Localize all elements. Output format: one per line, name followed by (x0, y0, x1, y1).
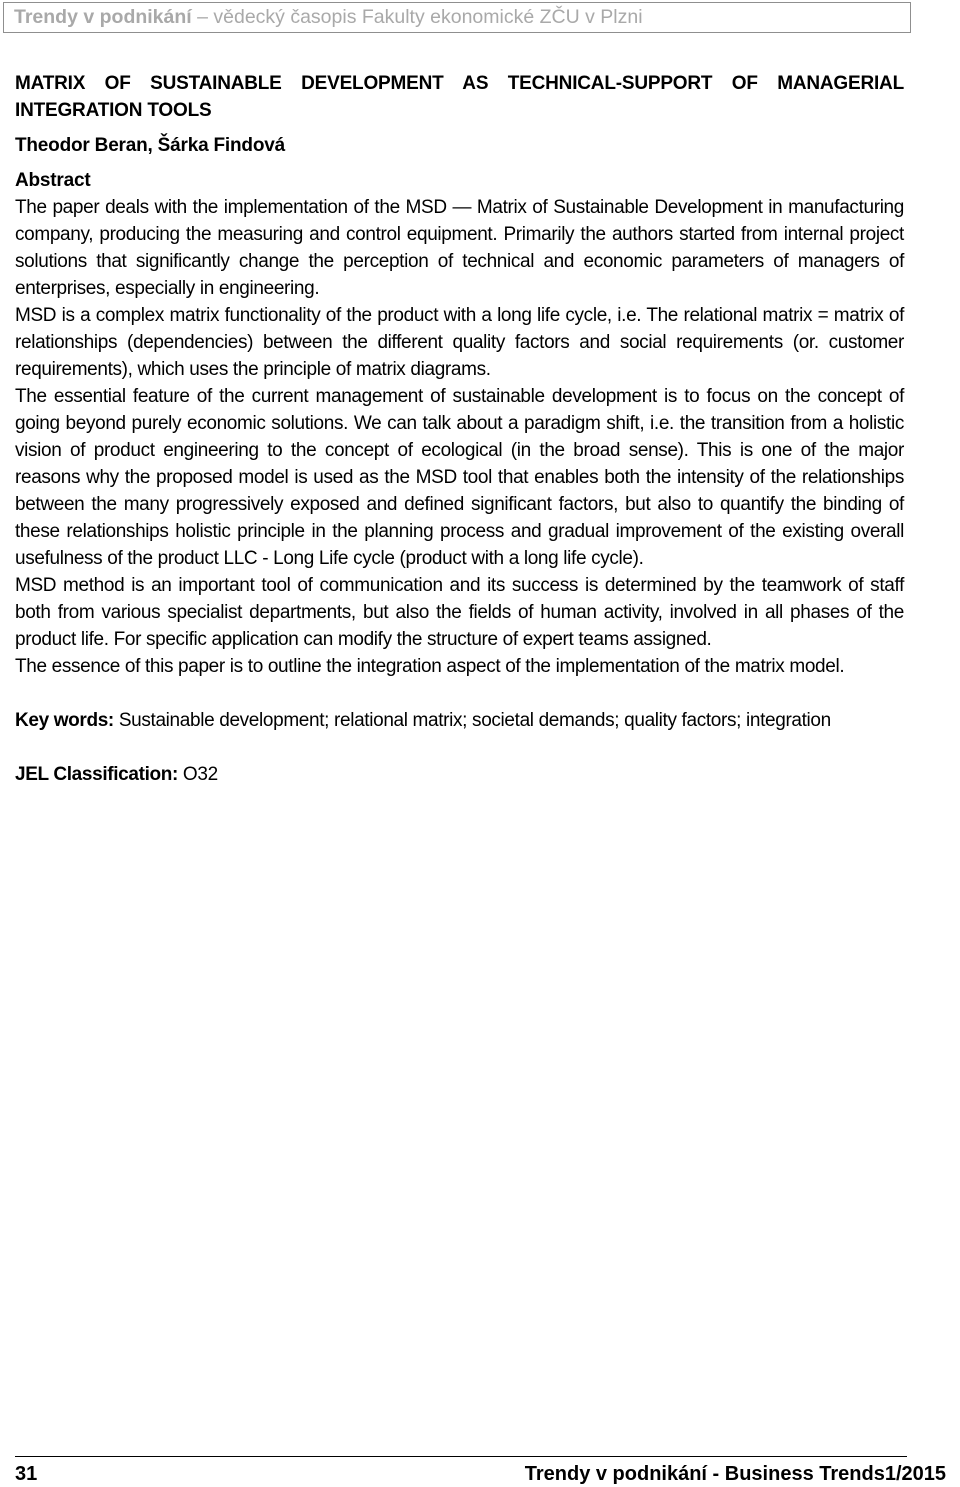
jel-label: JEL Classification: (15, 764, 178, 785)
abstract-paragraph: MSD is a complex matrix functionality of the product with a long life cycle, i.e. The relational matrix = matrix of relationships (dependencies) between the different quality factors and social requirements (or. customer requirements), which uses the principle of matrix diagrams. (15, 305, 904, 380)
keywords (15, 707, 904, 734)
article-authors: Theodor Beran, Šárka Findová (15, 135, 285, 156)
jel-value: O32 (178, 764, 218, 785)
abstract-heading: Abstract (15, 170, 91, 191)
journal-subtitle: – vědecký časopis Fakulty ekonomické ZČU v Plzni (191, 6, 643, 28)
jel-classification (15, 761, 904, 788)
abstract-paragraph: The essence of this paper is to outline the integration aspect of the implementation of the matrix model. (15, 656, 845, 677)
abstract-paragraph: The essential feature of the current management of sustainable development is to focus on the concept of going beyond purely economic solutions. We can talk about a paradigm shift, i.e. the transition from a holistic vision of product engineering to the concept of ecological (in the broad sense). This is one of the major reasons why the proposed model is used as the MSD tool that enables both the intensity of the relationships between the many progressively exposed and defined significant factors, but also to quantify the binding of these relationships holistic principle in the planning process and gradual improvement of the existing overall usefulness of the product LLC - Long Life cycle (product with a long life cycle). (15, 386, 904, 569)
journal-name: Trendy v podnikání (14, 6, 192, 28)
footer-journal-name: Trendy v podnikání - Business Trends1/2015 (524, 1463, 946, 1485)
abstract-paragraph: MSD method is an important tool of communication and its success is determined by the teamwork of staff both from various specialist departments, but also the fields of human activity, involved in all phases of the product life. For specific application can modify the structure of expert teams assigned. (15, 575, 904, 650)
journal-header (3, 2, 911, 33)
abstract-paragraph: The paper deals with the implementation of the MSD — Matrix of Sustainable Development in manufacturing company, producing the measuring and control equipment. Primarily the authors started from internal project solutions that significantly change the perception of technical and economic parameters of managers of enterprises, especially in engineering. (15, 197, 904, 299)
keywords-label: Key words: (15, 710, 114, 731)
article-body (15, 70, 904, 788)
article-title: MATRIX OF SUSTAINABLE DEVELOPMENT AS TECHNICAL-SUPPORT OF MANAGERIAL INTEGRATION TOOLS (15, 73, 904, 121)
keywords-value: Sustainable development; relational matrix; societal demands; quality factors; integration (113, 710, 831, 731)
page-number: 31 (15, 1463, 38, 1485)
footer-divider (15, 1456, 907, 1457)
